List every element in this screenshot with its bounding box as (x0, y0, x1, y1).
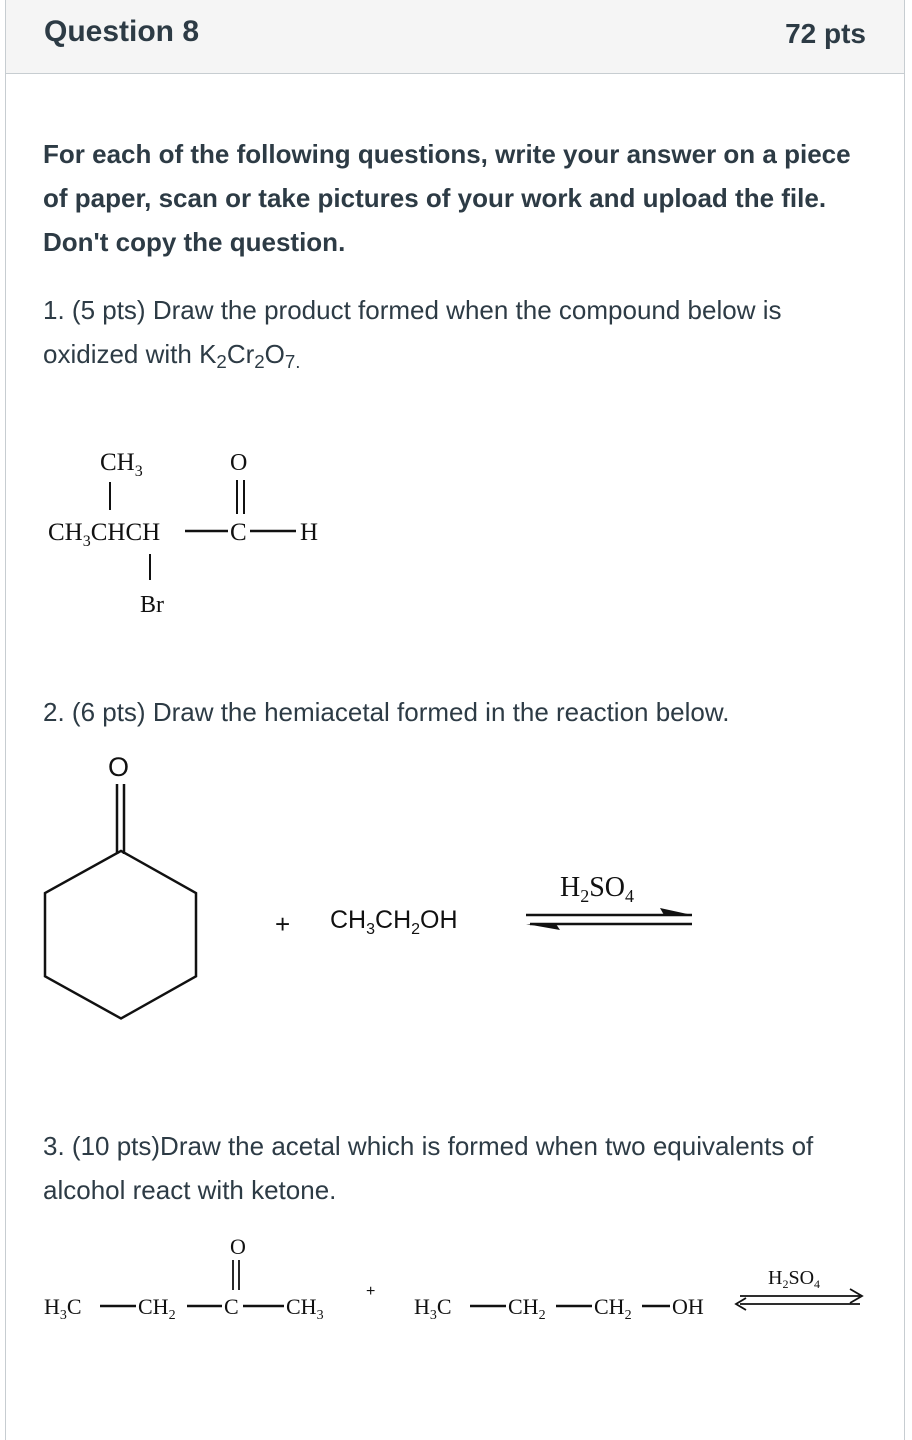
svg-text:H2SO4: $H_2SO_4$ (768, 1267, 821, 1291)
svg-text:CH3: $CH_3$ (100, 449, 143, 480)
svg-text:CH3CHCH: $CH_3CHCH$ (48, 519, 161, 550)
svg-text:C: C (230, 519, 247, 546)
svg-text:+: + (366, 1283, 376, 1300)
svg-text:H2SO4: $H_2SO_4$ (560, 872, 635, 906)
svg-text:+: + (275, 909, 291, 939)
svg-text:H: H (300, 519, 319, 546)
question-title: Question 8 (44, 15, 200, 48)
q3-text: 3. (10 pts)Draw the acetal which is formed when two equivalents of alcohol react with ketone. (43, 1131, 814, 1205)
svg-text:CH3: $CH_3$ (286, 1294, 324, 1323)
svg-text:CH2: $CH_2$ (138, 1294, 176, 1323)
svg-text:C: C (224, 1294, 239, 1319)
q1-text: 1. (5 pts) Draw the product formed when the compound below is oxidized with $K_2Cr_2O_{7.}$ (43, 295, 782, 373)
svg-text:CH2: $CH_2$ (508, 1294, 546, 1323)
svg-text:O: O (230, 1234, 246, 1259)
svg-text:CH2: $CH_2$ (594, 1294, 632, 1323)
instructions-text: For each of the following questions, write your answer on a piece of paper, scan or take pictures of your work and upload the file. Don't copy the question. (43, 139, 851, 257)
svg-text:O: O (230, 450, 248, 476)
svg-text:Br: Br (140, 592, 164, 618)
svg-text:O: O (108, 752, 130, 782)
svg-text:CH3CH2OH: $CH_3CH_2OH$ (330, 906, 458, 938)
question-points: 72 pts (785, 18, 866, 49)
q2-text: 2. (6 pts) Draw the hemiacetal formed in the reaction below. (43, 697, 730, 727)
svg-text:H3C: $H_3C$ (44, 1294, 82, 1323)
q3-reaction-image (40, 1230, 880, 1330)
svg-text:OH: OH (672, 1294, 704, 1319)
q1-structure-image (40, 430, 360, 630)
q2-reaction-image (40, 750, 720, 1020)
question-header (6, 0, 904, 74)
svg-text:H3C: $H_3C$ (414, 1294, 452, 1323)
